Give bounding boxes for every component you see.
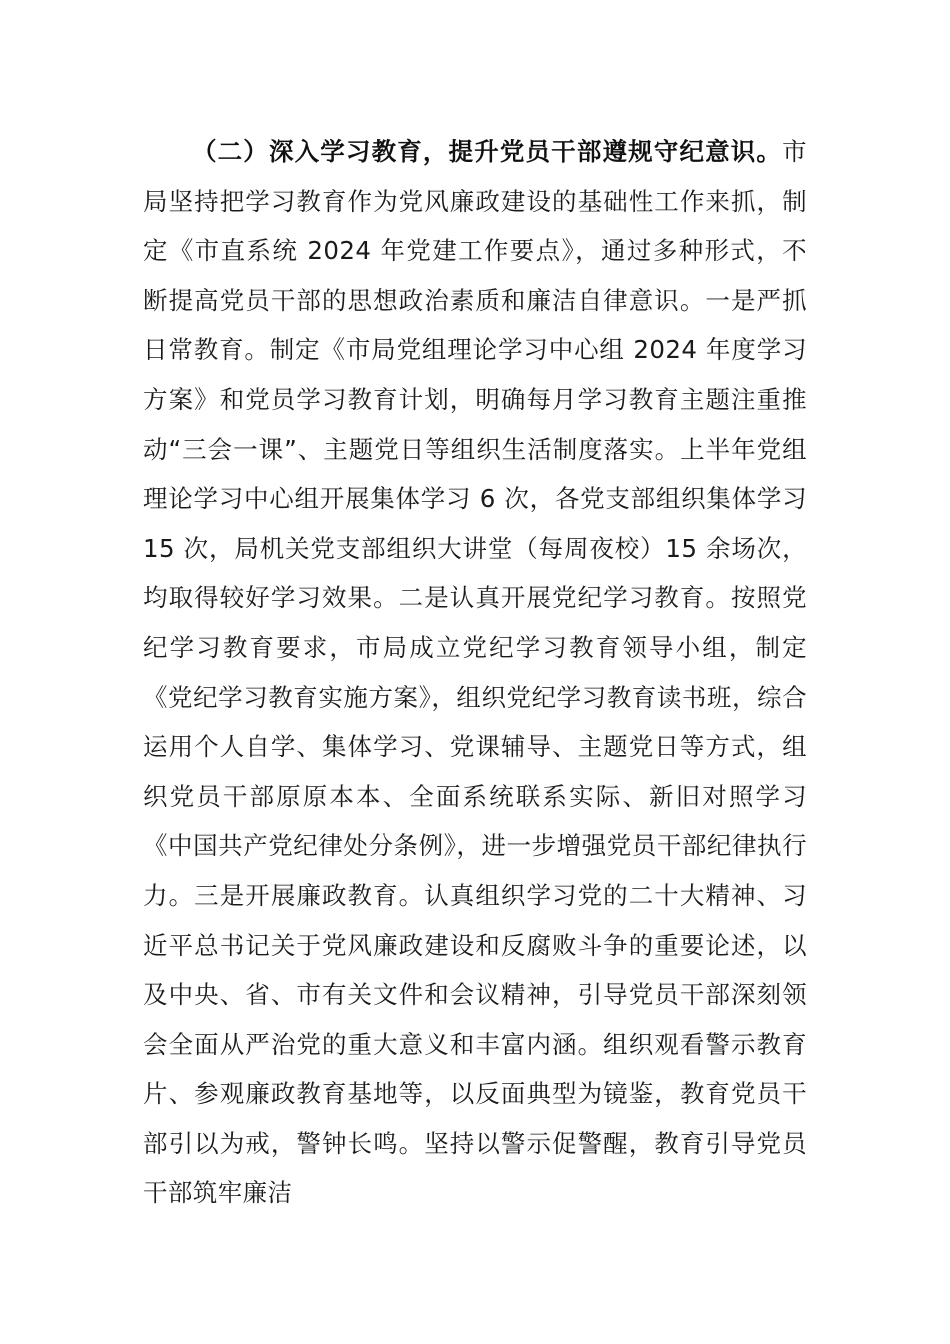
body-paragraph bbox=[143, 127, 807, 1218]
section-heading: （二）深入学习教育，提升党员干部遵规守纪意识。 bbox=[192, 137, 783, 166]
paragraph-text: 市局坚持把学习教育作为党风廉政建设的基础性工作来抓，制定《市直系统 2024 年党建工作要点》，通过多种形式，不断提高党员干部的思想政治素质和廉洁自律意识。一是严抓日常教育。制定《市局党组理论学习中心组 2024 年度学习方案》和党员学习教育计划，明确每月学习教育主题注重推动“三会一课”、主题党日等组织生活制度落实。上半年党组理论学习中心组开展集体学习 6 次，各党支部组织集体学习 15 次，局机关党支部组织大讲堂（每周夜校）15 余场次，均取得较好学习效果。二是认真开展党纪学习教育。按照党纪学习教育要求，市局成立党纪学习教育领导小组，制定《党纪学习教育实施方案》，组织党纪学习教育读书班，综合运用个人自学、集体学习、党课辅导、主题党日等方式，组织党员干部原原本本、全面系统联系实际、新旧对照学习《中国共产党纪律处分条例》，进一步增强党员干部纪律执行力。三是开展廉政教育。认真组织学习党的二十大精神、习近平总书记关于党风廉政建设和反腐败斗争的重要论述，以及中央、省、市有关文件和会议精神，引导党员干部深刻领会全面从严治党的重大意义和丰富内涵。组织观看警示教育片、参观廉政教育基地等，以反面典型为镜鉴，教育党员干部引以为戒，警钟长鸣。坚持以警示促警醒，教育引导党员干部筑牢廉洁 bbox=[143, 137, 807, 1208]
